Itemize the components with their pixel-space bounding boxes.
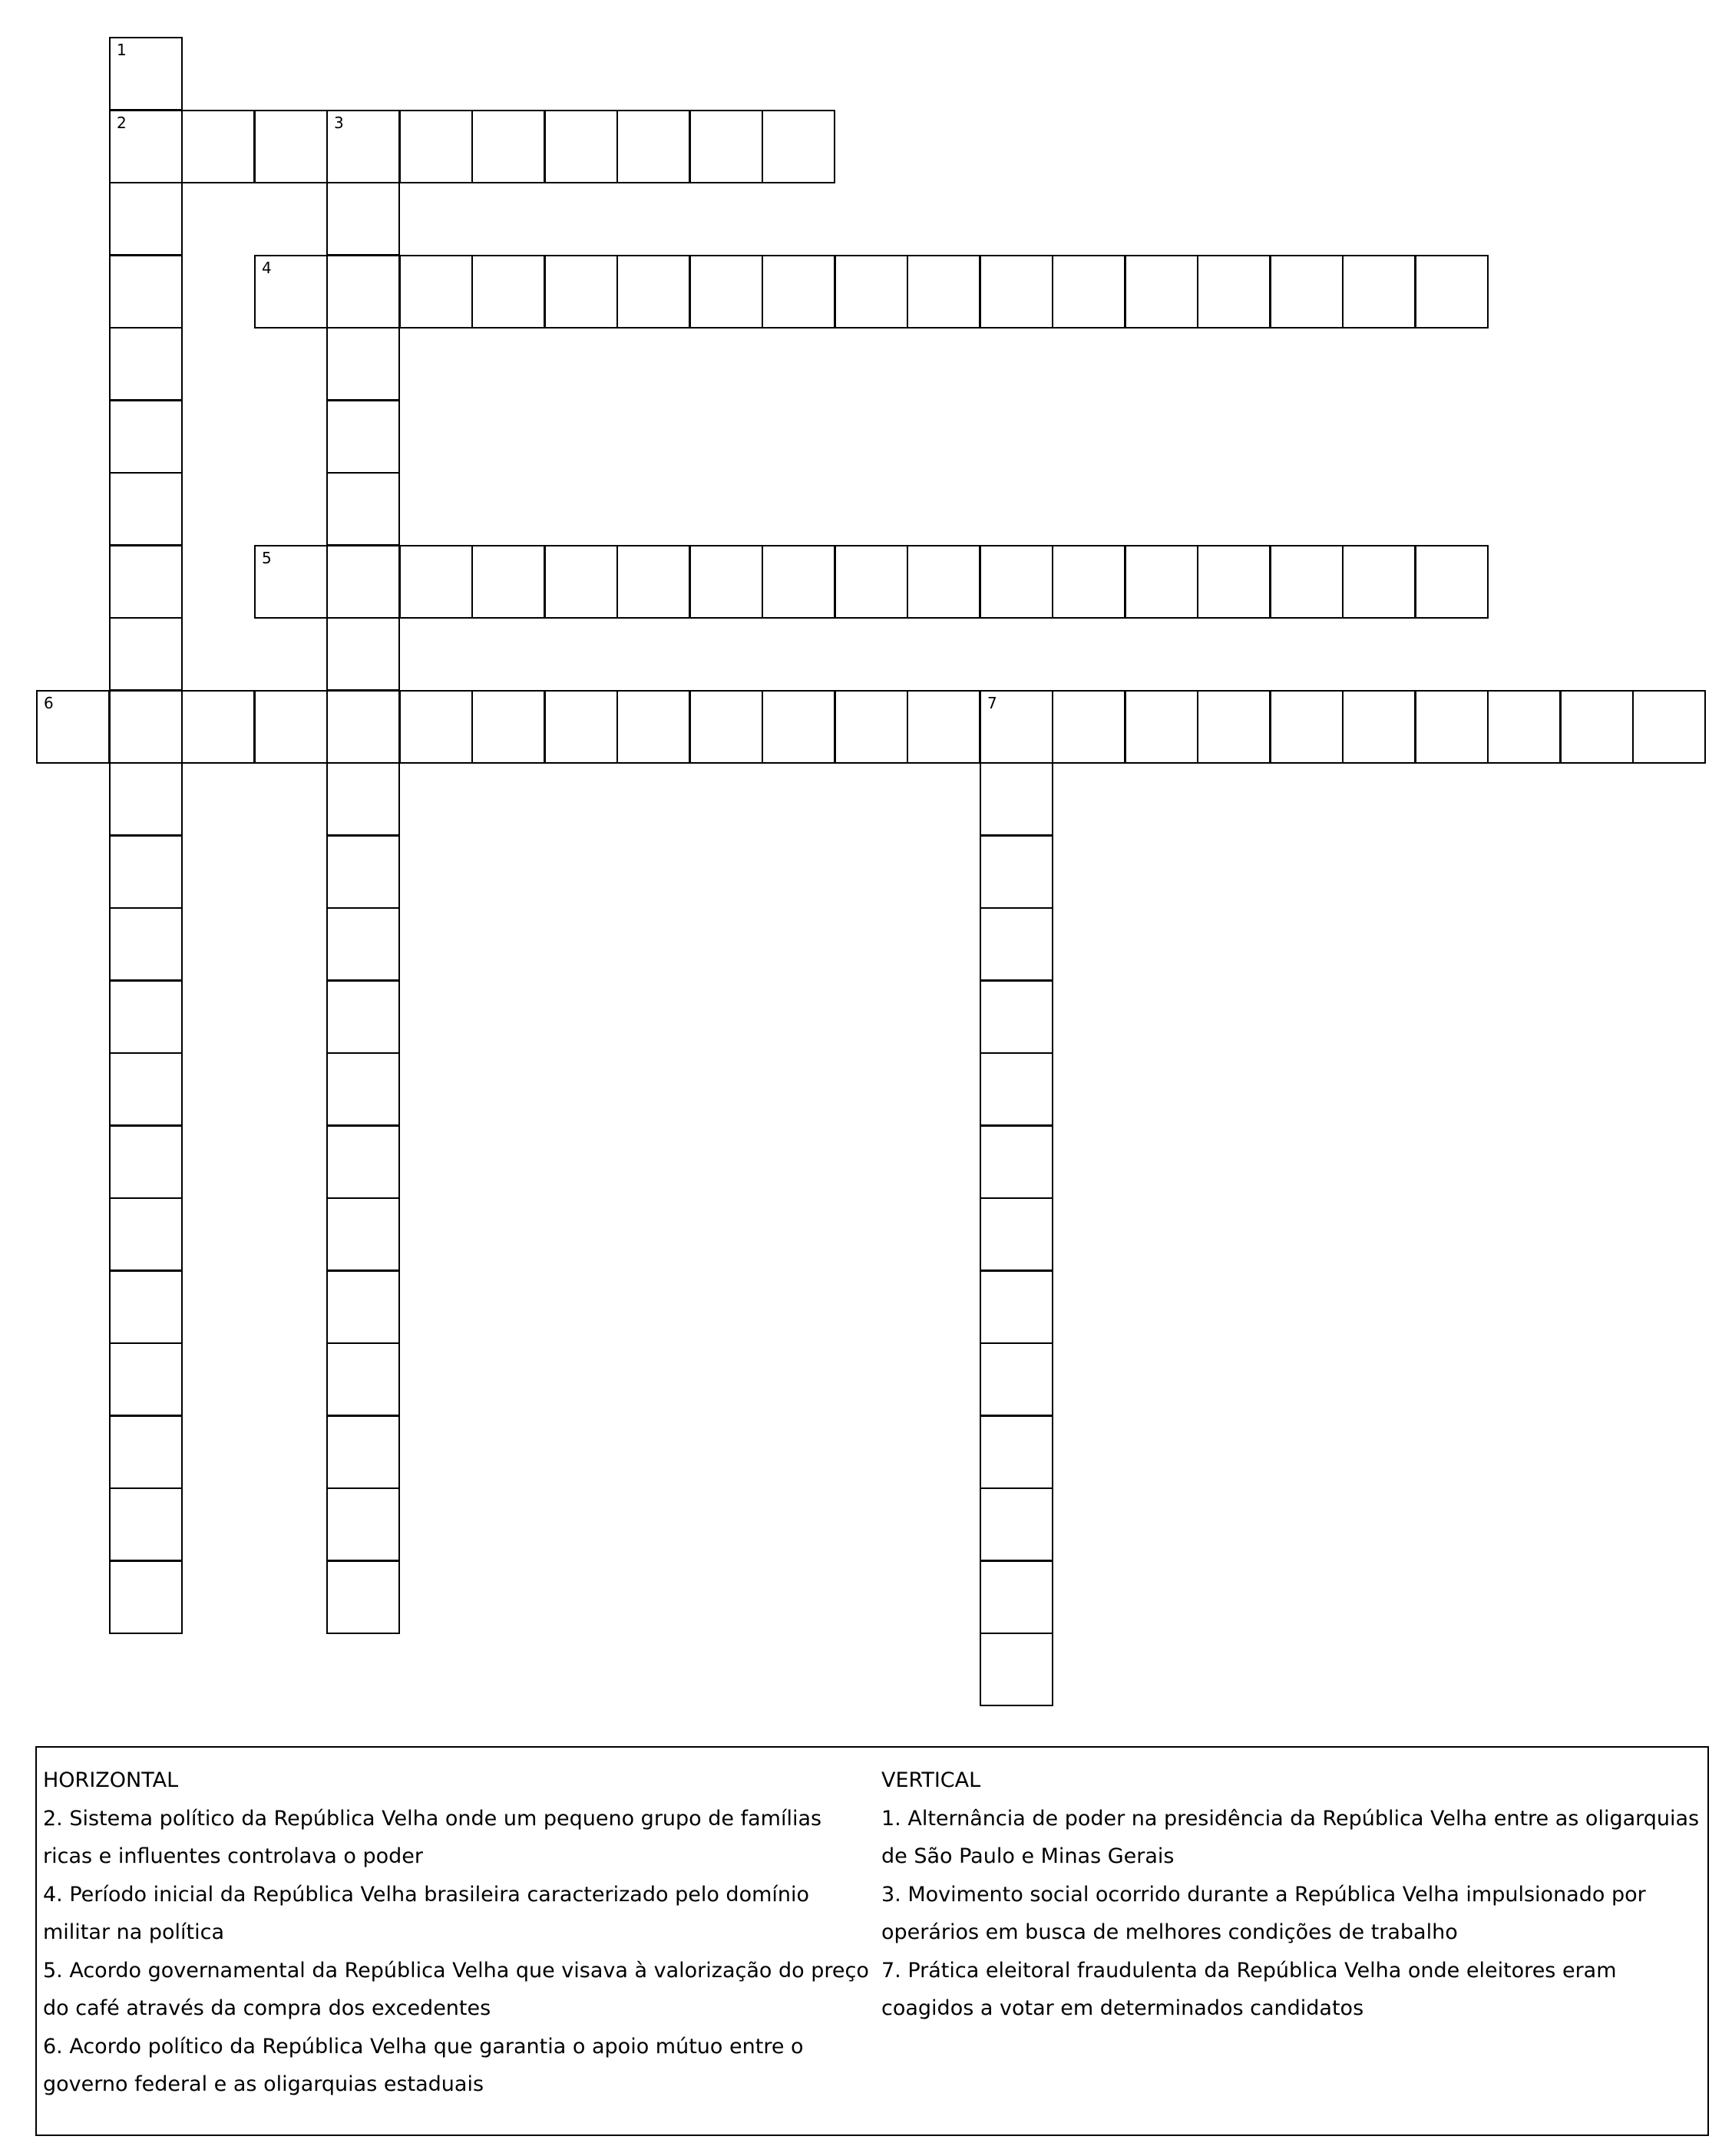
crossword-cell[interactable] — [326, 255, 400, 329]
crossword-cell[interactable] — [1632, 690, 1706, 764]
crossword-cell[interactable] — [980, 980, 1053, 1054]
vertical-heading: VERTICAL — [881, 1768, 981, 1792]
crossword-cell[interactable] — [980, 1342, 1053, 1416]
crossword-cell[interactable] — [109, 690, 183, 764]
crossword-cell[interactable] — [980, 545, 1053, 619]
crossword-cell[interactable] — [980, 1197, 1053, 1271]
crossword-cell[interactable] — [399, 545, 473, 619]
crossword-cell[interactable] — [36, 690, 110, 764]
clue-number: 2 — [117, 114, 127, 132]
crossword-cell[interactable] — [326, 1487, 400, 1561]
crossword-cell[interactable] — [109, 762, 183, 836]
crossword-cell[interactable] — [980, 1052, 1053, 1126]
crossword-cell[interactable] — [109, 1342, 183, 1416]
crossword-cell[interactable] — [326, 980, 400, 1054]
crossword-cell[interactable] — [109, 327, 183, 401]
crossword-cell[interactable] — [109, 980, 183, 1054]
crossword-cell[interactable] — [907, 255, 980, 329]
crossword-cell[interactable] — [1487, 690, 1561, 764]
crossword-cell[interactable] — [1415, 690, 1489, 764]
clue-number: 5 — [262, 549, 272, 567]
crossword-cell[interactable] — [109, 110, 183, 183]
crossword-cell[interactable] — [326, 835, 400, 909]
crossword-cell[interactable] — [1342, 690, 1416, 764]
crossword-cell[interactable] — [326, 472, 400, 546]
crossword-cell[interactable] — [254, 110, 328, 183]
crossword-cell[interactable] — [689, 690, 763, 764]
crossword-cell[interactable] — [399, 255, 473, 329]
crossword-cell[interactable] — [616, 110, 690, 183]
clue-across-5: 5. Acordo governamental da República Velha que visava à valorização do preço do café através da compra dos excedentes — [43, 1958, 869, 2020]
crossword-cell[interactable] — [326, 545, 400, 619]
crossword-cell[interactable] — [109, 255, 183, 329]
vertical-clues — [881, 1761, 1707, 2028]
clue-down-7: 7. Prática eleitoral fraudulenta da República Velha onde eleitores eram coagidos a votar em determinados candidatos — [881, 1958, 1617, 2020]
crossword-cell[interactable] — [326, 1052, 400, 1126]
crossword-cell[interactable] — [109, 37, 183, 111]
crossword-cell[interactable] — [471, 110, 545, 183]
crossword-cell[interactable] — [109, 835, 183, 909]
crossword-cell[interactable] — [1052, 545, 1125, 619]
crossword-cell[interactable] — [471, 255, 545, 329]
crossword-cell[interactable] — [326, 1342, 400, 1416]
crossword-cell[interactable] — [1197, 545, 1271, 619]
crossword-cell[interactable] — [109, 1560, 183, 1634]
crossword-cell[interactable] — [1197, 690, 1271, 764]
crossword-cell[interactable] — [1052, 255, 1125, 329]
crossword-cell[interactable] — [544, 545, 618, 619]
crossword-cell[interactable] — [689, 255, 763, 329]
crossword-cell[interactable] — [109, 400, 183, 474]
crossword-cell[interactable] — [109, 907, 183, 981]
crossword-cell[interactable] — [109, 1052, 183, 1126]
crossword-cell[interactable] — [399, 690, 473, 764]
clues-panel — [35, 1746, 1709, 2136]
crossword-cell[interactable] — [181, 110, 255, 183]
crossword-cell[interactable] — [835, 690, 908, 764]
crossword-cell[interactable] — [980, 1270, 1053, 1344]
crossword-cell[interactable] — [326, 1270, 400, 1344]
crossword-cell[interactable] — [980, 762, 1053, 836]
crossword-cell[interactable] — [1560, 690, 1634, 764]
crossword-cell[interactable] — [907, 690, 980, 764]
crossword-cell[interactable] — [980, 1487, 1053, 1561]
clue-number: 7 — [987, 694, 997, 712]
clue-down-1: 1. Alternância de poder na presidência da República Velha entre as oligarquias de São Paulo e Minas Gerais — [881, 1806, 1700, 1868]
crossword-cell[interactable] — [254, 690, 328, 764]
crossword-cell[interactable] — [980, 1560, 1053, 1634]
clue-number: 6 — [44, 694, 54, 712]
crossword-cell[interactable] — [980, 1633, 1053, 1706]
crossword-cell[interactable] — [326, 907, 400, 981]
crossword-cell[interactable] — [1197, 255, 1271, 329]
crossword-cell[interactable] — [689, 110, 763, 183]
crossword-cell[interactable] — [326, 182, 400, 256]
crossword-cell[interactable] — [326, 1125, 400, 1199]
horizontal-clues — [43, 1761, 872, 2104]
crossword-cell[interactable] — [1125, 545, 1198, 619]
crossword-cell[interactable] — [980, 690, 1053, 764]
crossword-cell[interactable] — [109, 1487, 183, 1561]
crossword-cell[interactable] — [762, 255, 835, 329]
crossword-cell[interactable] — [1125, 690, 1198, 764]
crossword-cell[interactable] — [399, 110, 473, 183]
crossword-cell[interactable] — [835, 255, 908, 329]
crossword-cell[interactable] — [907, 545, 980, 619]
crossword-cell[interactable] — [1342, 545, 1416, 619]
crossword-cell[interactable] — [471, 690, 545, 764]
crossword-cell[interactable] — [616, 690, 690, 764]
crossword-cell[interactable] — [326, 762, 400, 836]
crossword-cell[interactable] — [109, 545, 183, 619]
clue-number: 1 — [117, 41, 127, 59]
crossword-cell[interactable] — [544, 255, 618, 329]
crossword-cell[interactable] — [109, 472, 183, 546]
crossword-cell[interactable] — [109, 1415, 183, 1489]
clue-across-4: 4. Período inicial da República Velha brasileira caracterizado pelo domínio militar na política — [43, 1882, 810, 1944]
crossword-cell[interactable] — [1415, 545, 1489, 619]
crossword-cell[interactable] — [109, 182, 183, 256]
crossword-cell[interactable] — [1270, 545, 1344, 619]
crossword-cell[interactable] — [326, 690, 400, 764]
clue-across-6: 6. Acordo político da República Velha que garantia o apoio mútuo entre o governo federal e as oligarquias estaduais — [43, 2034, 804, 2096]
crossword-cell[interactable] — [762, 545, 835, 619]
crossword-cell[interactable] — [109, 1270, 183, 1344]
crossword-cell[interactable] — [980, 835, 1053, 909]
crossword-cell[interactable] — [980, 1125, 1053, 1199]
crossword-cell[interactable] — [326, 1415, 400, 1489]
crossword-cell[interactable] — [616, 545, 690, 619]
crossword-cell[interactable] — [109, 617, 183, 691]
crossword-cell[interactable] — [326, 1560, 400, 1634]
crossword-cell[interactable] — [544, 110, 618, 183]
crossword-cell[interactable] — [980, 907, 1053, 981]
clue-across-2: 2. Sistema político da República Velha onde um pequeno grupo de famílias ricas e influentes controlava o poder — [43, 1806, 822, 1868]
clue-number: 4 — [262, 259, 272, 277]
clue-down-3: 3. Movimento social ocorrido durante a República Velha impulsionado por operários em busca de melhores condições de trabalho — [881, 1882, 1646, 1944]
crossword-cell[interactable] — [835, 545, 908, 619]
crossword-cell[interactable] — [1342, 255, 1416, 329]
crossword-cell[interactable] — [1415, 255, 1489, 329]
crossword-cell[interactable] — [181, 690, 255, 764]
crossword-cell[interactable] — [326, 400, 400, 474]
crossword-cell[interactable] — [1270, 690, 1344, 764]
clue-number: 3 — [334, 114, 344, 132]
crossword-cell[interactable] — [1270, 255, 1344, 329]
crossword-cell[interactable] — [326, 1197, 400, 1271]
crossword-cell[interactable] — [326, 327, 400, 401]
crossword-cell[interactable] — [1052, 690, 1125, 764]
crossword-cell[interactable] — [254, 545, 328, 619]
crossword-cell[interactable] — [1125, 255, 1198, 329]
crossword-cell[interactable] — [326, 617, 400, 691]
crossword-cell[interactable] — [254, 255, 328, 329]
crossword-cell[interactable] — [616, 255, 690, 329]
crossword-cell[interactable] — [980, 1415, 1053, 1489]
crossword-cell[interactable] — [471, 545, 545, 619]
crossword-cell[interactable] — [762, 690, 835, 764]
crossword-cell[interactable] — [762, 110, 835, 183]
crossword-cell[interactable] — [109, 1125, 183, 1199]
crossword-cell[interactable] — [689, 545, 763, 619]
crossword-cell[interactable] — [326, 110, 400, 183]
crossword-cell[interactable] — [980, 255, 1053, 329]
crossword-cell[interactable] — [544, 690, 618, 764]
crossword-cell[interactable] — [109, 1197, 183, 1271]
horizontal-heading: HORIZONTAL — [43, 1768, 179, 1792]
